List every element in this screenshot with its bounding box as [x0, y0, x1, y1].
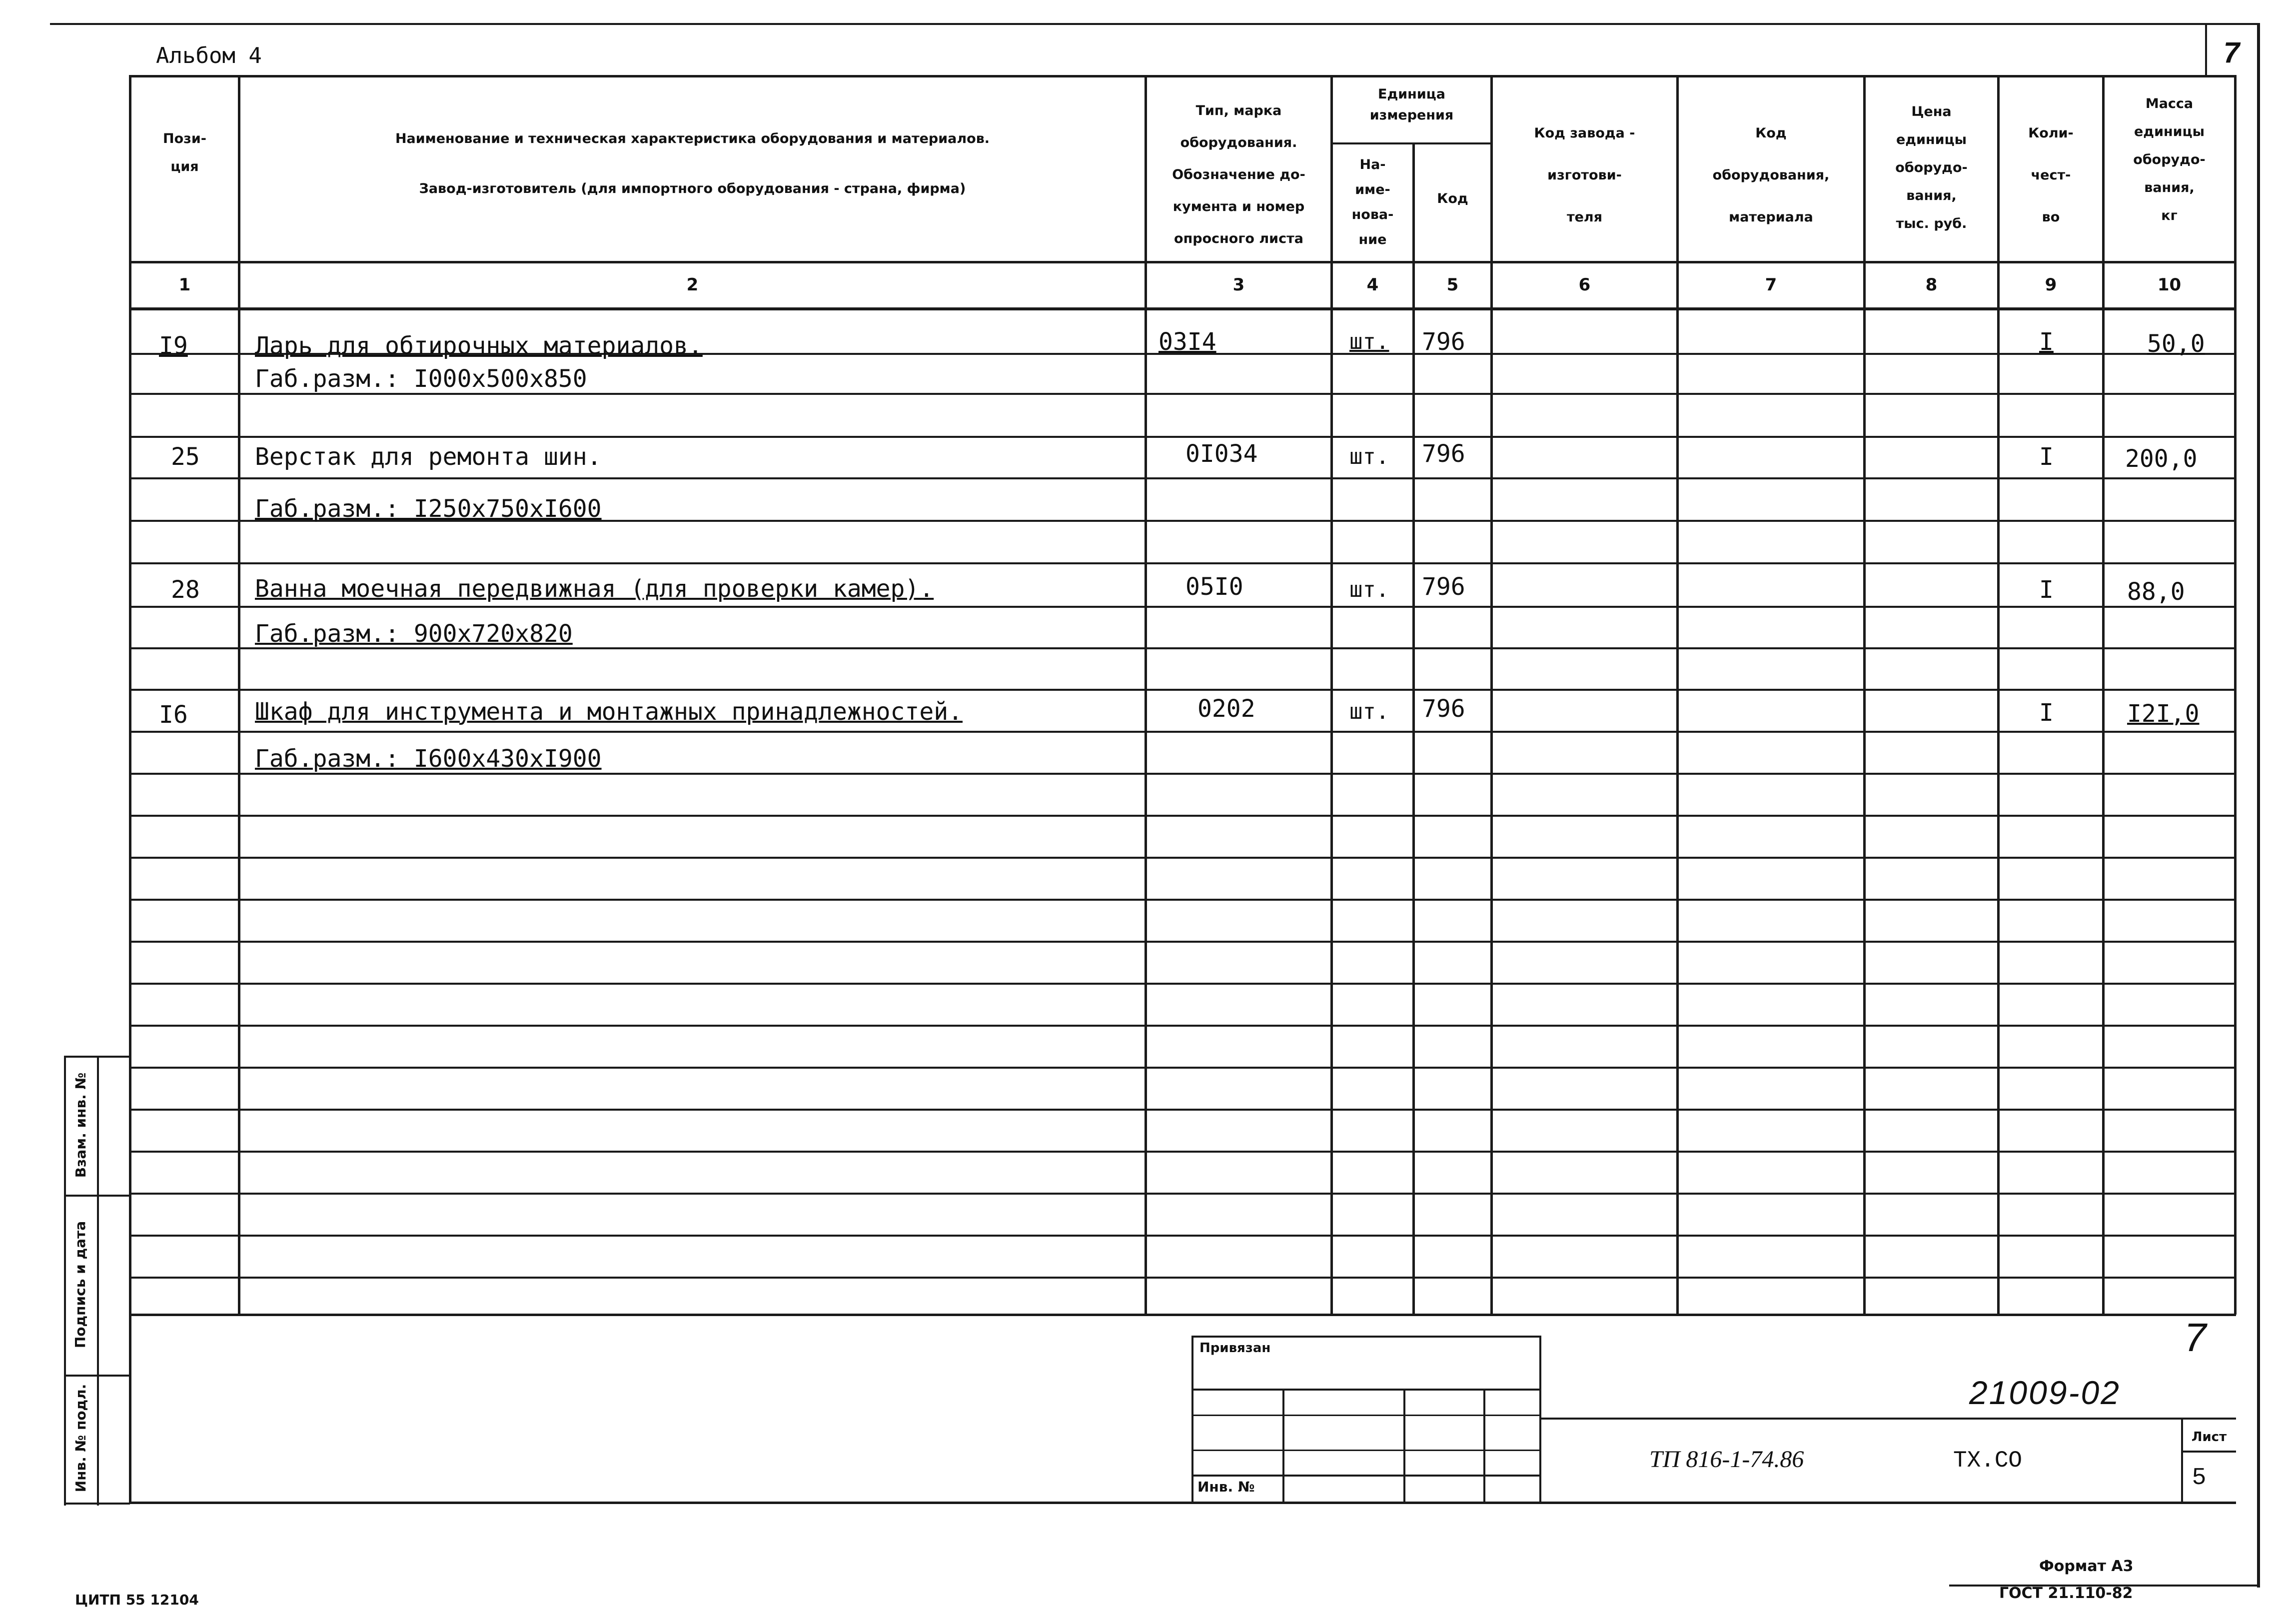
list-value: 5	[2192, 1465, 2207, 1492]
privyazan-label: Привязан	[1199, 1341, 1271, 1356]
drawing-mark: ТХ.СО	[1953, 1448, 2023, 1474]
item-dimensions: Габ.разм.: 900x720x820	[255, 620, 573, 648]
item-position: 28	[171, 576, 200, 604]
item-unit: шт.	[1349, 699, 1389, 724]
item-unit: шт.	[1349, 577, 1389, 602]
item-position: 25	[171, 443, 200, 471]
title-top	[1541, 1418, 2236, 1420]
row-line	[129, 1067, 2236, 1069]
item-mass: 50,0	[2147, 330, 2205, 358]
row-line	[129, 731, 2236, 733]
frame-right	[2257, 23, 2260, 1588]
item-mass: I2I,0	[2127, 700, 2200, 728]
row-line	[129, 562, 2236, 564]
item-quantity: I	[2039, 328, 2054, 356]
item-name: Шкаф для инструмента и монтажных принадлежностей.	[255, 698, 963, 726]
colnum-9: 9	[2045, 275, 2057, 295]
row-line	[129, 983, 2236, 985]
side-stamp-signature-date: Подпись и дата	[72, 1221, 88, 1349]
colnum-4: 4	[1366, 275, 1379, 295]
list-box-div	[2181, 1451, 2236, 1453]
item-unit-code: 796	[1422, 695, 1465, 723]
item-type: 0I034	[1185, 440, 1258, 468]
item-unit-code: 796	[1422, 328, 1465, 356]
privyazan-left	[1191, 1336, 1193, 1504]
header-mass: Масса единицы оборудо- вания, кг	[2133, 96, 2206, 223]
unit-group-divider	[1330, 142, 1491, 144]
footer-left-code: ЦИТП 55 12104	[75, 1592, 199, 1608]
list-label: Лист	[2191, 1430, 2227, 1445]
colnum-8: 8	[1925, 275, 1938, 295]
privyazan-h4	[1191, 1475, 1541, 1477]
row-line	[129, 899, 2236, 901]
item-unit-code: 796	[1422, 440, 1465, 468]
privyazan-h3	[1191, 1450, 1541, 1451]
item-quantity: I	[2039, 699, 2054, 727]
project-code: ТП 816-1-74.86	[1649, 1446, 1804, 1473]
item-mass: 200,0	[2125, 445, 2198, 473]
table-top	[129, 75, 2236, 77]
colnum-5: 5	[1446, 275, 1459, 295]
colnum-bottom	[129, 307, 2236, 310]
side-stamp-left	[64, 1056, 66, 1506]
item-type: 0202	[1197, 695, 1255, 723]
item-name: Ванна моечная передвижная (для проверки камер).	[255, 575, 934, 603]
privyazan-v1	[1282, 1389, 1284, 1504]
footer-gost: ГОСТ 21.110-82	[1999, 1585, 2133, 1602]
corner-box-left	[2205, 25, 2207, 75]
privyazan-v2	[1403, 1389, 1405, 1504]
header-quantity: Коли- чест- во	[2028, 125, 2074, 225]
item-quantity: I	[2039, 576, 2054, 604]
footer-format: Формат А3	[2039, 1558, 2134, 1575]
privyazan-h1	[1191, 1389, 1541, 1391]
colnum-1: 1	[178, 275, 191, 295]
colnum-6: 6	[1578, 275, 1591, 295]
row-line	[129, 393, 2236, 395]
inv-label: Инв. №	[1197, 1479, 1255, 1495]
table-body-bottom	[129, 1314, 2236, 1316]
row-line	[129, 689, 2236, 691]
privyazan-right	[1539, 1336, 1541, 1504]
row-line	[129, 1193, 2236, 1195]
side-stamp-replaced-inv: Взам. инв. №	[72, 1072, 89, 1178]
item-unit-code: 796	[1422, 573, 1465, 601]
row-line	[129, 477, 2236, 479]
item-type: 05I0	[1185, 573, 1243, 601]
item-unit: шт.	[1349, 444, 1389, 469]
item-dimensions: Габ.разм.: I250x750xI600	[255, 495, 602, 523]
item-position: I9	[159, 332, 188, 360]
row-line	[129, 436, 2236, 438]
row-line	[129, 815, 2236, 817]
header-factory-code: Код завода - изготови- теля	[1534, 125, 1635, 225]
page-corner-number: 7	[2223, 36, 2240, 69]
album-label: Альбом 4	[156, 43, 262, 68]
header-name: Наименование и техническая характеристика оборудования и материалов. Завод-изготовитель (для импортного оборудования - страна, фирма)	[395, 131, 990, 196]
side-stamp-mid	[97, 1056, 99, 1506]
row-line	[129, 606, 2236, 608]
privyazan-h2	[1191, 1415, 1541, 1416]
item-mass: 88,0	[2127, 578, 2185, 606]
header-type: Тип, марка оборудования. Обозначение до- кумента и номер опросного листа	[1172, 103, 1305, 246]
item-unit: шт.	[1349, 329, 1389, 354]
header-unit-name: На- име- нова- ние	[1351, 157, 1394, 247]
row-line	[129, 1109, 2236, 1111]
row-line	[129, 1235, 2236, 1237]
item-name: Верстак для ремонта шин.	[255, 443, 602, 471]
item-position: I6	[159, 701, 188, 729]
list-box-left	[2181, 1420, 2183, 1504]
colnum-10: 10	[2157, 275, 2182, 295]
row-line	[129, 857, 2236, 859]
row-line	[129, 1151, 2236, 1153]
privyazan-top	[1191, 1336, 1541, 1338]
header-price: Цена единицы оборудо- вания, тыс. руб.	[1895, 104, 1968, 231]
colnum-3: 3	[1232, 275, 1245, 295]
header-unit-group: Единица измерения	[1369, 86, 1454, 123]
header-position: Пози- ция	[163, 131, 206, 174]
item-dimensions: Габ.разм.: I600x430xI900	[255, 745, 602, 773]
row-line	[129, 1025, 2236, 1027]
colnum-7: 7	[1765, 275, 1777, 295]
header-unit-code: Код	[1437, 191, 1468, 206]
row-line	[129, 941, 2236, 943]
doc-number: 21009-02	[1969, 1374, 2121, 1411]
colnum-2: 2	[686, 275, 699, 295]
item-quantity: I	[2039, 443, 2054, 471]
stamp-area-bottom	[129, 1502, 2236, 1504]
sheet-number-handwritten: 7	[2184, 1315, 2207, 1360]
privyazan-v3	[1483, 1389, 1485, 1504]
item-type: 03I4	[1158, 328, 1216, 356]
item-name: Ларь для обтирочных материалов.	[255, 332, 703, 360]
item-dimensions: Габ.разм.: I000x500x850	[255, 365, 587, 393]
header-bottom	[129, 261, 2236, 263]
row-line	[129, 1277, 2236, 1279]
frame-top	[50, 23, 2259, 25]
side-stamp-orig-inv: Инв. № подл.	[72, 1384, 89, 1493]
row-line	[129, 773, 2236, 775]
col-line-4	[1412, 142, 1415, 1315]
header-equipment-code: Код оборудования, материала	[1712, 125, 1830, 225]
